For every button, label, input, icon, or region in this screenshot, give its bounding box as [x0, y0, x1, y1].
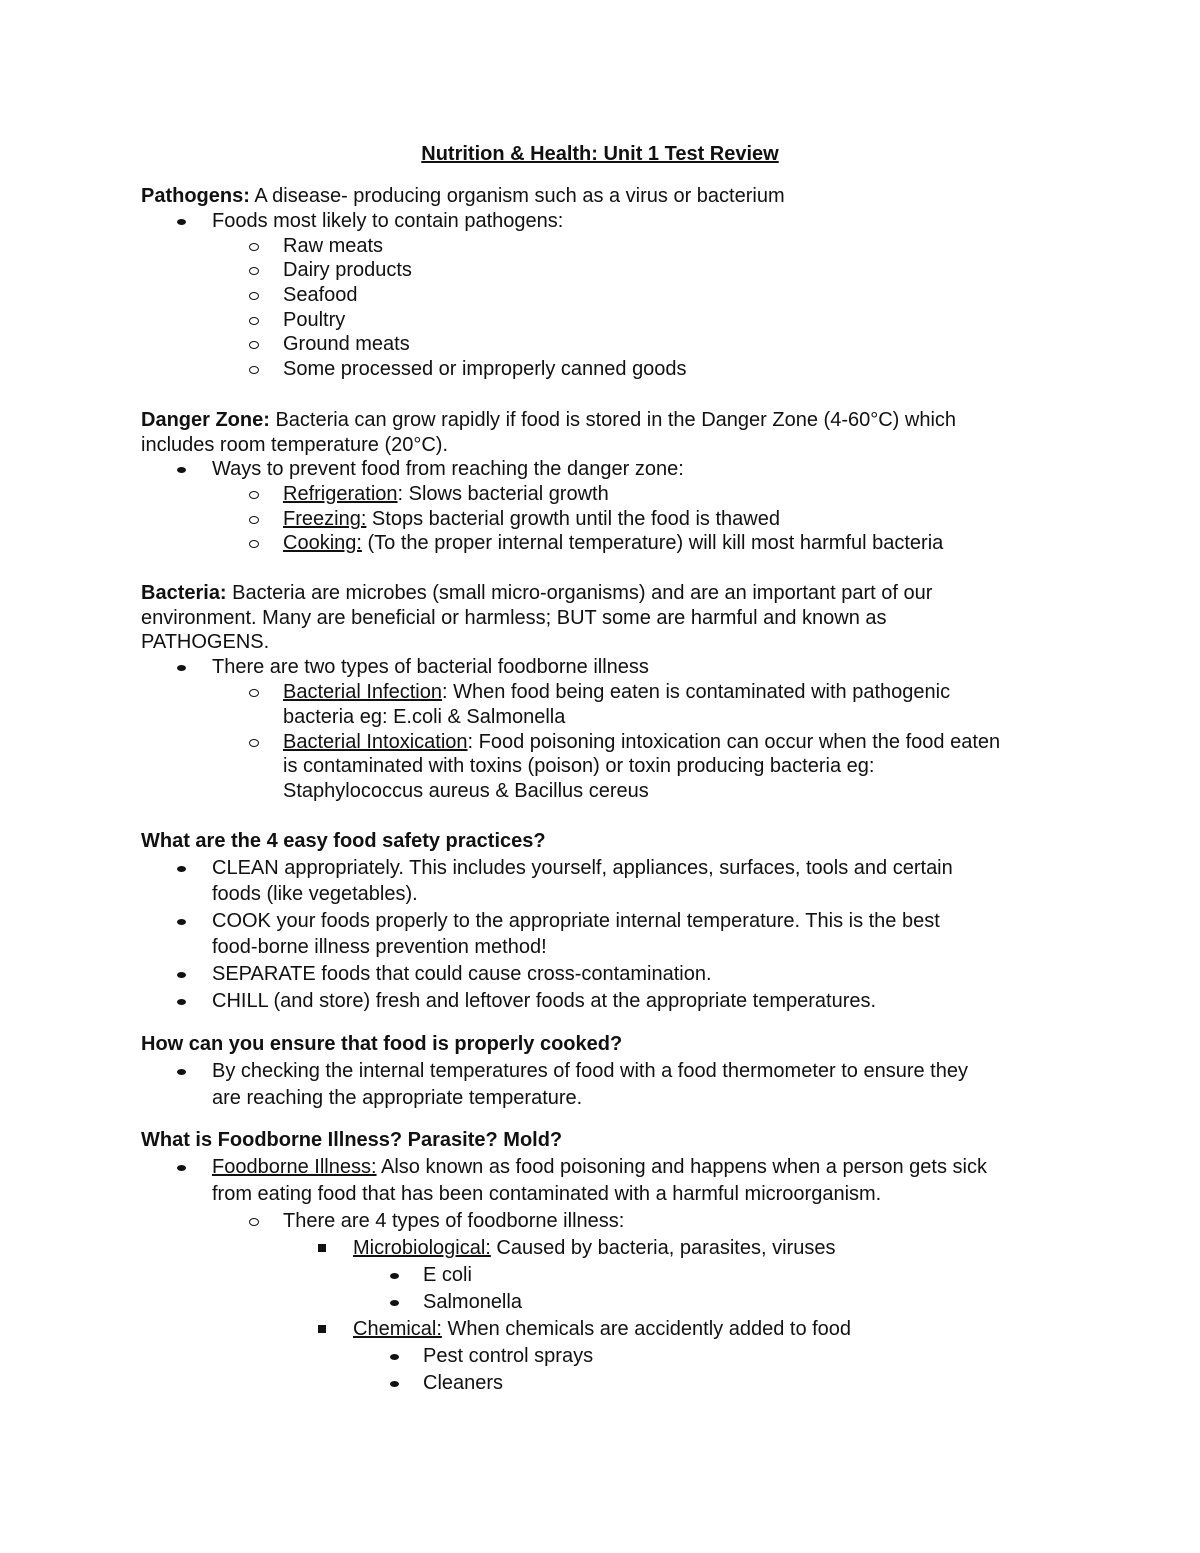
pathogens-heading: Pathogens:: [141, 185, 250, 207]
micro-term: Microbiological:: [353, 1237, 491, 1259]
foodborne-heading: [141, 1128, 562, 1153]
bullet-square-icon: [318, 1244, 326, 1252]
pathogen-foods-intro: Foods most likely to contain pathogens:: [212, 210, 564, 232]
infection-text: bacteria eg: E.coli & Salmonella: [283, 706, 566, 728]
bacteria-text: Bacteria are microbes (small micro-organisms) and are an important part of our: [226, 582, 933, 604]
practice-clean: CLEAN appropriately. This includes yourself, appliances, surfaces, tools and certain: [212, 857, 953, 879]
cooked-answer-cont: are reaching the appropriate temperature.: [212, 1087, 583, 1109]
prevention-item: [283, 482, 609, 507]
bullet-disc-icon: [177, 919, 186, 925]
chemical-example: Pest control sprays: [423, 1345, 594, 1367]
bullet-disc-icon: [177, 219, 186, 225]
bullet-circle-icon: [249, 243, 259, 251]
practice-chill: CHILL (and store) fresh and leftover foods at the appropriate temperatures.: [212, 990, 877, 1012]
bullet-circle-icon: [249, 516, 259, 524]
practice-separate: SEPARATE foods that could cause cross-contamination.: [212, 963, 712, 985]
practice-cook: COOK your foods properly to the appropriate internal temperature. This is the best: [212, 910, 940, 932]
micro-text: Caused by bacteria, parasites, viruses: [490, 1237, 836, 1259]
cooked-answer: By checking the internal temperatures of food with a food thermometer to ensure they: [212, 1060, 968, 1082]
bullet-disc-icon: [177, 467, 186, 473]
chemical-term: Chemical:: [353, 1318, 442, 1340]
danger-zone-list-intro: Ways to prevent food from reaching the danger zone:: [212, 458, 684, 480]
intoxication-text: Staphylococcus aureus & Bacillus cereus: [283, 780, 649, 802]
pathogen-food-item: Dairy products: [283, 259, 412, 281]
bullet-disc-icon: [177, 1165, 186, 1171]
prevention-item: [283, 531, 943, 556]
danger-zone-text: includes room temperature (20°C).: [141, 434, 449, 456]
danger-zone-text: Bacteria can grow rapidly if food is stored in the Danger Zone (4-60°C) which: [269, 409, 957, 431]
prevention-text: : Slows bacterial growth: [397, 483, 609, 505]
bullet-disc-icon: [177, 665, 186, 671]
infection-text: : When food being eaten is contaminated with pathogenic: [441, 681, 951, 703]
foodborne-types-intro: There are 4 types of foodborne illness:: [283, 1210, 625, 1232]
chemical-text: When chemicals are accidently added to food: [441, 1318, 852, 1340]
bullet-circle-icon: [249, 366, 259, 374]
page-title: Nutrition & Health: Unit 1 Test Review: [421, 143, 779, 165]
prevention-text: Stops bacterial growth until the food is thawed: [366, 508, 780, 530]
prevention-text: (To the proper internal temperature) will kill most harmful bacteria: [361, 532, 944, 554]
prevention-item: [283, 507, 780, 532]
bacteria-text: PATHOGENS.: [141, 631, 270, 653]
practice-clean-cont: foods (like vegetables).: [212, 883, 418, 905]
pathogen-food-item: Seafood: [283, 284, 358, 306]
foodborne-text: from eating food that has been contaminated with a harmful microorganism.: [212, 1183, 882, 1205]
bacteria-paragraph: [141, 581, 932, 606]
pathogens-paragraph: [141, 184, 785, 209]
bacterial-infection: [283, 680, 950, 705]
bullet-circle-icon: [249, 341, 259, 349]
bullet-circle-icon: [249, 267, 259, 275]
intoxication-text: is contaminated with toxins (poison) or toxin producing bacteria eg:: [283, 755, 875, 777]
bullet-circle-icon: [249, 292, 259, 300]
bullet-circle-icon: [249, 540, 259, 548]
cooked-heading-text: How can you ensure that food is properly cooked?: [141, 1033, 623, 1055]
foodborne-text: Also known as food poisoning and happens when a person gets sick: [376, 1156, 987, 1178]
bullet-disc-icon: [390, 1300, 399, 1306]
bullet-disc-icon: [177, 999, 186, 1005]
prevention-term: Refrigeration: [283, 483, 398, 505]
pathogen-food-item: Ground meats: [283, 333, 410, 355]
foodborne-term: Foodborne Illness:: [212, 1156, 377, 1178]
practices-heading: [141, 829, 546, 854]
bullet-circle-icon: [249, 689, 259, 697]
bullet-disc-icon: [390, 1273, 399, 1279]
bullet-circle-icon: [249, 317, 259, 325]
bullet-disc-icon: [177, 1069, 186, 1075]
prevention-term: Freezing:: [283, 508, 367, 530]
bacteria-list-intro: There are two types of bacterial foodborne illness: [212, 656, 649, 678]
micro-example: E coli: [423, 1264, 472, 1286]
pathogen-food-item: Raw meats: [283, 235, 384, 257]
bullet-circle-icon: [249, 1218, 259, 1226]
chemical-example: Cleaners: [423, 1372, 504, 1394]
prevention-term: Cooking:: [283, 532, 362, 554]
micro-example: Salmonella: [423, 1291, 522, 1313]
danger-zone-paragraph: [141, 408, 956, 433]
pathogen-food-item: Some processed or improperly canned goods: [283, 358, 687, 380]
intoxication-text: : Food poisoning intoxication can occur when the food eaten: [467, 731, 1001, 753]
bullet-disc-icon: [177, 866, 186, 872]
intoxication-term: Bacterial Intoxication: [283, 731, 468, 753]
bacteria-heading: Bacteria:: [141, 582, 227, 604]
bullet-circle-icon: [249, 491, 259, 499]
bullet-disc-icon: [390, 1381, 399, 1387]
pathogen-food-item: Poultry: [283, 309, 346, 331]
foodborne-definition: [212, 1155, 987, 1180]
infection-term: Bacterial Infection: [283, 681, 442, 703]
bullet-square-icon: [318, 1325, 326, 1333]
practices-heading-text: What are the 4 easy food safety practices?: [141, 830, 546, 852]
foodborne-heading-text: What is Foodborne Illness? Parasite? Mold?: [141, 1129, 563, 1151]
danger-zone-heading: Danger Zone:: [141, 409, 270, 431]
type-microbiological: [353, 1236, 835, 1261]
cooked-heading: [141, 1032, 622, 1057]
pathogens-definition: A disease- producing organism such as a virus or bacterium: [249, 185, 785, 207]
practice-cook-cont: food-borne illness prevention method!: [212, 936, 547, 958]
bullet-disc-icon: [390, 1354, 399, 1360]
type-chemical: [353, 1317, 851, 1342]
bacteria-text: environment. Many are beneficial or harmless; BUT some are harmful and known as: [141, 607, 887, 629]
bullet-circle-icon: [249, 739, 259, 747]
bullet-disc-icon: [177, 972, 186, 978]
bacterial-intoxication: [283, 730, 1000, 755]
